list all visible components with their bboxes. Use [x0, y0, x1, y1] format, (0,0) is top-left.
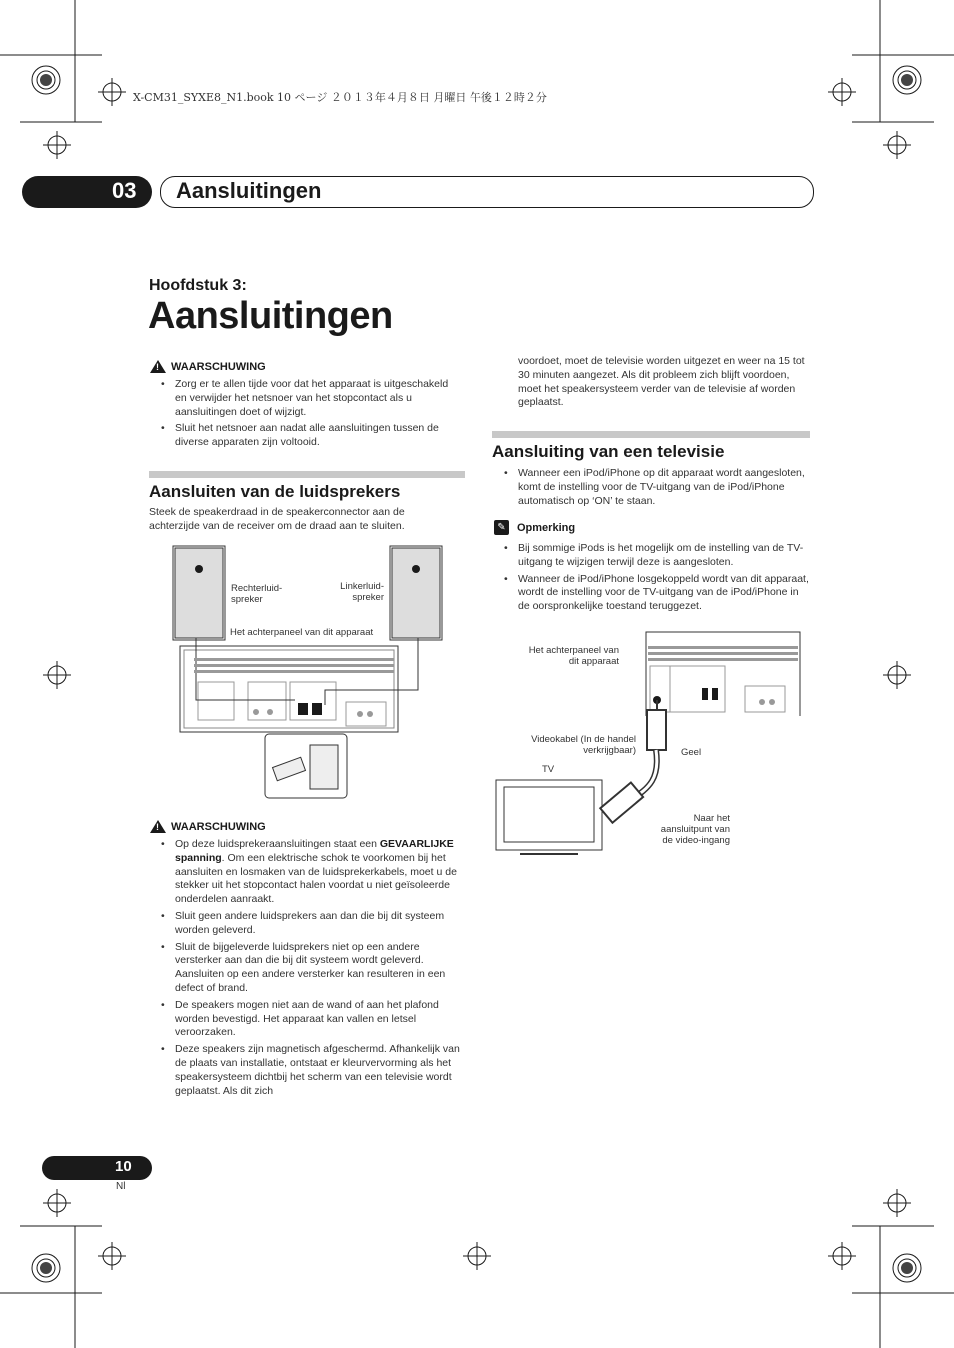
list-item: • Wanneer een iPod/iPhone op dit apparaat wordt aangesloten, komt de instelling voor de TV-uitgang van de iPod/iPhone automatisch op ‘ON’ te staan.	[492, 467, 810, 508]
section-title-speakers: Aansluiten van de luidsprekers	[149, 482, 401, 501]
list-item: • Zorg er te allen tijde voor dat het apparaat is uitgeschakeld en verwijder het netsnoer van het stopcontact als u aansluitingen doet of wijzigt.	[149, 378, 461, 419]
note-icon: ✎	[494, 520, 509, 535]
speaker-connection-diagram	[170, 540, 460, 805]
list-item: • Deze speakers zijn magnetisch afgeschermd. Afhankelijk van de plaats van installatie, ontstaat er kleurvervorming als het speakersysteem dichtbij het scherm van een televisie wordt geplaatst. Als dit zich	[149, 1043, 467, 1098]
label-left-speaker: Linkerluid- spreker	[340, 581, 384, 603]
page-title: Aansluitingen	[148, 295, 393, 337]
warning-icon: !	[150, 820, 166, 833]
speakers-intro: Steek de speakerdraad in de speakerconnector aan de achterzijde van de receiver om de draad aan te sluiten.	[149, 506, 405, 532]
list-item: • Sluit geen andere luidsprekers aan dan die bij dit systeem worden geleverd.	[149, 910, 467, 938]
list-item-bold: GEVAARLIJKE spanning	[175, 838, 454, 864]
label-tv-rear-panel: Het achterpaneel van dit apparaat	[528, 645, 619, 667]
chapter-number: 03	[112, 178, 137, 203]
label-right-speaker: Rechterluid- spreker	[231, 583, 283, 605]
label-tv: TV	[542, 764, 555, 775]
list-item-text: Op deze luidsprekeraansluitingen staat een	[175, 838, 380, 850]
label-yellow: Geel	[681, 747, 702, 758]
warning-heading: WAARSCHUWING	[171, 361, 266, 373]
list-item: • Wanneer de iPod/iPhone losgekoppeld wordt van dit apparaat, wordt de instelling voor de TV-uitgang van de iPod/iPhone in de oorspronkelijke toestand teruggezet.	[492, 573, 810, 614]
list-item	[149, 838, 467, 907]
hoofdstuk-label: Hoofdstuk 3:	[149, 277, 247, 294]
page-number: 10	[115, 1158, 132, 1175]
list-item: • Sluit het netsnoer aan nadat alle aansluitingen tussen de diverse apparaten zijn voltooid.	[149, 422, 461, 450]
note-list	[492, 542, 810, 617]
label-rear-panel: Het achterpaneel van dit apparaat	[230, 627, 374, 638]
list-item-text: . Om een elektrische schok te voorkomen bij het aansluiten en losmaken van de luidsprekerkabels, moet u de stekker uit het stopcontact halen voordat u niet geïsoleerde onderdelen aanraakt.	[175, 851, 457, 906]
section-bar	[492, 431, 810, 438]
warning-heading-bottom: WAARSCHUWING	[171, 821, 266, 833]
warning-list-top	[149, 378, 461, 453]
page-number-pill	[42, 1156, 152, 1180]
list-item: • Bij sommige iPods is het mogelijk om de instelling van de TV-uitgang te wijzigen terwijl deze is aangesloten.	[492, 542, 810, 570]
continuation-paragraph: voordoet, moet de televisie worden uitgezet en weer na 15 tot 30 minuten aangezet. Als dit probleem zich blijft voordoen, moet het speakersysteem verder van de televisie af worden geplaatst.	[518, 355, 805, 409]
list-item: • De speakers mogen niet aan de wand of aan het plafond worden bevestigd. Het apparaat kan vallen en letsel veroorzaken.	[149, 999, 467, 1040]
note-heading: Opmerking	[517, 522, 576, 534]
list-item: • Sluit de bijgeleverde luidsprekers niet op een andere versterker aan dan die bij dit systeem wordt geleverd. Aansluiten op een andere versterker kan resulteren in een defect of brand.	[149, 941, 467, 996]
book-info-line: X-CM31_SYXE8_N1.book 10 ページ ２０１３年４月８日 月曜日 午後１２時２分	[133, 91, 547, 104]
label-video-input: Naar het aansluitpunt van de video-ingang	[660, 813, 730, 846]
warning-icon: !	[150, 360, 166, 373]
chapter-title: Aansluitingen	[176, 178, 322, 203]
tv-list	[492, 467, 810, 511]
label-video-cable: Videokabel (In de handel verkrijgbaar)	[531, 734, 636, 756]
section-bar	[149, 471, 465, 478]
warning-list-bottom	[149, 838, 467, 1101]
section-title-tv: Aansluiting van een televisie	[492, 442, 725, 461]
page-language: Nl	[116, 1181, 126, 1192]
